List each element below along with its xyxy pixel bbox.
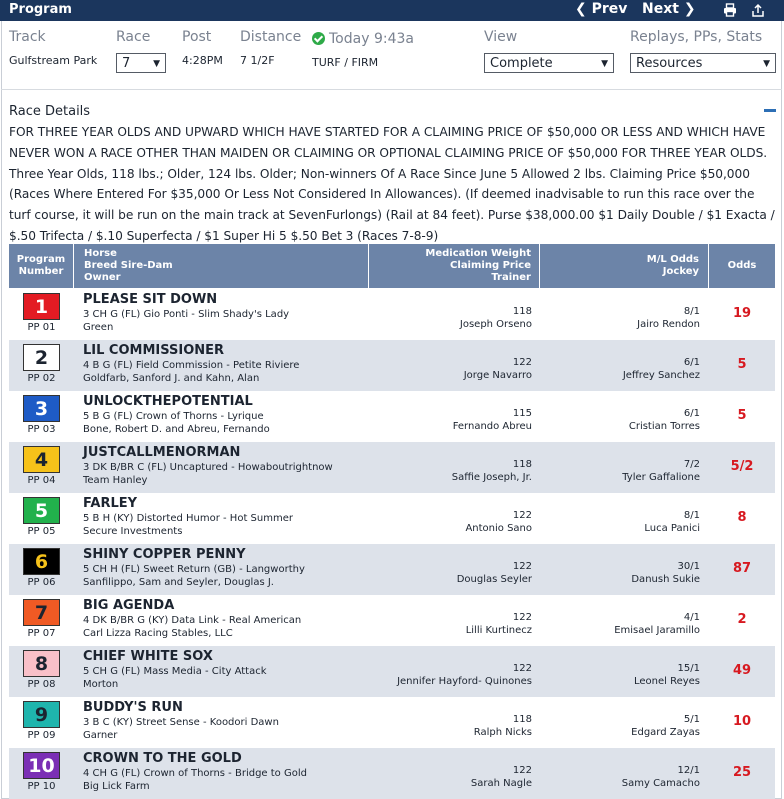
header-number: Number xyxy=(18,266,64,277)
header-odds: Odds xyxy=(727,260,757,271)
weight: 122 xyxy=(512,663,532,674)
entries-table-header xyxy=(9,244,775,288)
dropdown-arrow-icon: ▼ xyxy=(763,59,770,69)
divider xyxy=(1,89,782,90)
weight: 122 xyxy=(512,357,532,368)
race-label: Race xyxy=(116,29,151,45)
live-odds: 19 xyxy=(732,306,752,321)
resources-select[interactable] xyxy=(630,53,776,73)
post-position: PP 04 xyxy=(27,475,56,486)
distance-value: 7 1/2F xyxy=(240,54,275,67)
breed-sire-dam: 3 DK B/BR C (FL) Uncaptured - Howaboutrightnow xyxy=(83,462,333,473)
trainer: Jorge Navarro xyxy=(463,370,532,381)
dropdown-arrow-icon: ▼ xyxy=(153,59,160,69)
table-row[interactable] xyxy=(9,340,775,391)
resources-select-value: Resources xyxy=(636,56,703,71)
live-odds: 5 xyxy=(737,408,747,423)
ml-odds: 8/1 xyxy=(683,510,700,521)
breed-sire-dam: 4 DK B/BR G (KY) Data Link - Real American xyxy=(83,615,302,626)
table-row[interactable] xyxy=(9,595,775,646)
ml-odds: 15/1 xyxy=(677,663,700,674)
owner: Big Lick Farm xyxy=(83,781,150,792)
distance-label: Distance xyxy=(240,29,302,45)
trainer: Ralph Nicks xyxy=(473,727,532,738)
header-program: Program xyxy=(16,254,66,265)
header-trainer: Trainer xyxy=(491,272,531,283)
view-label: View xyxy=(484,29,518,45)
program-number-badge: 3 xyxy=(23,395,60,422)
weight: 115 xyxy=(512,408,532,419)
jockey: Leonel Reyes xyxy=(633,676,700,687)
table-row[interactable] xyxy=(9,391,775,442)
breed-sire-dam: 5 B G (FL) Crown of Thorns - Lyrique xyxy=(83,411,264,422)
table-row[interactable] xyxy=(9,697,775,748)
program-number-badge: 6 xyxy=(23,548,60,575)
program-title: Program xyxy=(9,2,72,17)
horse-name[interactable]: CHIEF WHITE SOX xyxy=(83,649,213,664)
breed-sire-dam: 5 CH H (FL) Sweet Return (GB) - Langworthy xyxy=(83,564,305,575)
horse-name[interactable]: LIL COMMISSIONER xyxy=(83,343,225,358)
ml-odds: 30/1 xyxy=(677,561,700,572)
header-horse: Horse xyxy=(84,248,117,259)
program-header-bar xyxy=(0,0,784,21)
printer-icon[interactable] xyxy=(723,3,737,17)
today-time: Today 9:43a xyxy=(329,31,414,47)
header-ml-odds: M/L Odds xyxy=(646,254,699,265)
ml-odds: 6/1 xyxy=(683,408,700,419)
jockey: Jairo Rendon xyxy=(637,319,700,330)
chevron-left-icon: ❮ xyxy=(575,1,587,17)
post-position: PP 07 xyxy=(27,628,56,639)
trainer: Joseph Orseno xyxy=(459,319,532,330)
breed-sire-dam: 5 B H (KY) Distorted Humor - Hot Summer xyxy=(83,513,293,524)
prev-button[interactable] xyxy=(575,1,627,17)
table-row[interactable] xyxy=(9,748,775,799)
post-position: PP 09 xyxy=(27,730,56,741)
table-row[interactable] xyxy=(9,289,775,340)
post-position: PP 03 xyxy=(27,424,56,435)
breed-sire-dam: 4 B G (FL) Field Commission - Petite Riviere xyxy=(83,360,300,371)
jockey: Cristian Torres xyxy=(628,421,700,432)
column-odds xyxy=(709,244,775,288)
column-program xyxy=(9,244,74,288)
weight: 122 xyxy=(512,510,532,521)
race-select[interactable] xyxy=(116,53,166,73)
post-position: PP 10 xyxy=(27,781,56,792)
live-odds: 2 xyxy=(737,612,747,627)
program-number-badge: 4 xyxy=(23,446,60,473)
post-position: PP 02 xyxy=(27,373,56,384)
jockey: Luca Panici xyxy=(644,523,700,534)
view-select[interactable] xyxy=(484,53,614,73)
live-odds: 8 xyxy=(737,510,747,525)
horse-name[interactable]: FARLEY xyxy=(83,496,138,511)
track-value: Gulfstream Park xyxy=(9,54,98,67)
live-odds: 5 xyxy=(737,357,747,372)
horse-name[interactable]: SHINY COPPER PENNY xyxy=(83,547,246,562)
breed-sire-dam: 3 CH G (FL) Gio Ponti - Slim Shady's Lady xyxy=(83,309,290,320)
owner: Sanfilippo, Sam and Seyler, Douglas J. xyxy=(83,577,274,588)
trainer: Douglas Seyler xyxy=(456,574,532,585)
weight: 118 xyxy=(512,459,532,470)
column-trainer xyxy=(369,244,540,288)
trainer: Antonio Sano xyxy=(465,523,532,534)
post-position: PP 05 xyxy=(27,526,56,537)
post-time: 4:28PM xyxy=(182,54,223,67)
post-position: PP 06 xyxy=(27,577,56,588)
live-odds: 25 xyxy=(732,765,752,780)
program-number-badge: 8 xyxy=(23,650,60,677)
header-jockey: Jockey xyxy=(662,266,699,277)
view-select-value: Complete xyxy=(490,56,553,71)
prev-label: Prev xyxy=(591,1,628,17)
horse-name[interactable]: JUSTCALLMENORMAN xyxy=(83,445,241,460)
program-number-badge: 5 xyxy=(23,497,60,524)
weight: 118 xyxy=(512,306,532,317)
trainer: Fernando Abreu xyxy=(452,421,532,432)
dropdown-arrow-icon: ▼ xyxy=(601,59,608,69)
replays-label: Replays, PPs, Stats xyxy=(630,29,763,45)
post-label: Post xyxy=(182,29,212,45)
owner: Green xyxy=(83,322,114,333)
jockey: Tyler Gaffalione xyxy=(622,472,700,483)
owner: Carl Lizza Racing Stables, LLC xyxy=(83,628,233,639)
trainer: Lilli Kurtinecz xyxy=(465,625,532,636)
ml-odds: 4/1 xyxy=(683,612,700,623)
owner: Bone, Robert D. and Abreu, Fernando xyxy=(83,424,270,435)
minus-icon[interactable] xyxy=(764,109,776,112)
live-odds: 5/2 xyxy=(730,459,754,474)
ml-odds: 5/1 xyxy=(683,714,700,725)
breed-sire-dam: 5 CH G (FL) Mass Media - City Attack xyxy=(83,666,267,677)
horse-name[interactable]: CROWN TO THE GOLD xyxy=(83,751,242,766)
ml-odds: 6/1 xyxy=(683,357,700,368)
ml-odds: 7/2 xyxy=(683,459,700,470)
weight: 118 xyxy=(512,714,532,725)
track-label: Track xyxy=(9,29,46,45)
horse-name[interactable]: BUDDY'S RUN xyxy=(83,700,183,715)
horse-name[interactable]: BIG AGENDA xyxy=(83,598,175,613)
program-number-badge: 2 xyxy=(23,344,60,371)
chevron-right-icon: ❯ xyxy=(683,1,696,17)
owner: Morton xyxy=(83,679,119,690)
header-breed: Breed Sire-Dam xyxy=(84,260,173,271)
ml-odds: 8/1 xyxy=(683,306,700,317)
jockey: Emisael Jaramillo xyxy=(614,625,700,636)
horse-name[interactable]: UNLOCKTHEPOTENTIAL xyxy=(83,394,253,409)
owner: Team Hanley xyxy=(83,475,148,486)
trainer: Jennifer Hayford- Quinones xyxy=(397,676,532,687)
header-owner: Owner xyxy=(84,272,121,283)
next-label: Next xyxy=(642,1,679,17)
live-odds: 87 xyxy=(732,561,752,576)
jockey: Edgard Zayas xyxy=(631,727,700,738)
table-row[interactable] xyxy=(9,646,775,697)
owner: Garner xyxy=(83,730,118,741)
table-row[interactable] xyxy=(9,544,775,595)
owner: Goldfarb, Sanford J. and Kahn, Alan xyxy=(83,373,260,384)
program-number-badge: 10 xyxy=(23,752,60,779)
race-details-text: FOR THREE YEAR OLDS AND UPWARD WHICH HAVE STARTED FOR A CLAIMING PRICE OF $50,000 OR LESS AND WHICH HAVE NEVER WON A RACE OTHER THAN MAIDEN OR CLAIMING OR OPTIONAL CLAIMING PRICE OF $50,000 FOR THREE YEAR OLDS. Three Year Olds, 118 lbs.; Older, 124 lbs. Older; Non-winners Of A Race Since June 5 Allowed 2 lbs. Claiming Price $50,000 (Races Where Entered For $35,000 Or Less Not Considered In Allowances). (If deemed inadvisable to run this race over the turf course, it will be run on the main track at SevenFurlongs) (Rail at 84 feet). Purse $38,000.00 $1 Daily Double / $1 Exacta / $.50 Trifecta / $.10 Superfecta / $1 Super Hi 5 $.50 Bet 3 (Races 7-8-9) xyxy=(9,125,775,243)
breed-sire-dam: 3 B C (KY) Street Sense - Koodori Dawn xyxy=(83,717,279,728)
trainer: Saffie Joseph, Jr. xyxy=(451,472,532,483)
jockey: Danush Sukie xyxy=(631,574,700,585)
breed-sire-dam: 4 CH G (FL) Crown of Thorns - Bridge to Gold xyxy=(83,768,307,779)
live-odds: 10 xyxy=(732,714,752,729)
weight: 122 xyxy=(512,561,532,572)
ml-odds: 12/1 xyxy=(677,765,700,776)
program-number-badge: 7 xyxy=(23,599,60,626)
share-icon[interactable] xyxy=(751,3,765,17)
table-row[interactable] xyxy=(9,493,775,544)
weight: 122 xyxy=(512,765,532,776)
trainer: Sarah Nagle xyxy=(470,778,532,789)
jockey: Jeffrey Sanchez xyxy=(622,370,700,381)
horse-name[interactable]: PLEASE SIT DOWN xyxy=(83,292,218,307)
table-row[interactable] xyxy=(9,442,775,493)
live-odds: 49 xyxy=(732,663,752,678)
surface-value: TURF / FIRM xyxy=(312,56,379,69)
race-select-value: 7 xyxy=(122,56,131,71)
race-details-title: Race Details xyxy=(9,104,91,119)
header-claiming-price: Claiming Price xyxy=(450,260,531,271)
jockey: Samy Camacho xyxy=(621,778,700,789)
check-circle-icon xyxy=(312,32,325,45)
next-button[interactable] xyxy=(642,1,696,17)
post-position: PP 01 xyxy=(27,322,56,333)
post-position: PP 08 xyxy=(27,679,56,690)
owner: Secure Investments xyxy=(83,526,183,537)
program-number-badge: 1 xyxy=(23,293,60,320)
column-horse xyxy=(74,244,369,288)
program-number-badge: 9 xyxy=(23,701,60,728)
header-medication-weight: Medication Weight xyxy=(425,248,531,259)
weight: 122 xyxy=(512,612,532,623)
column-jockey xyxy=(540,244,709,288)
